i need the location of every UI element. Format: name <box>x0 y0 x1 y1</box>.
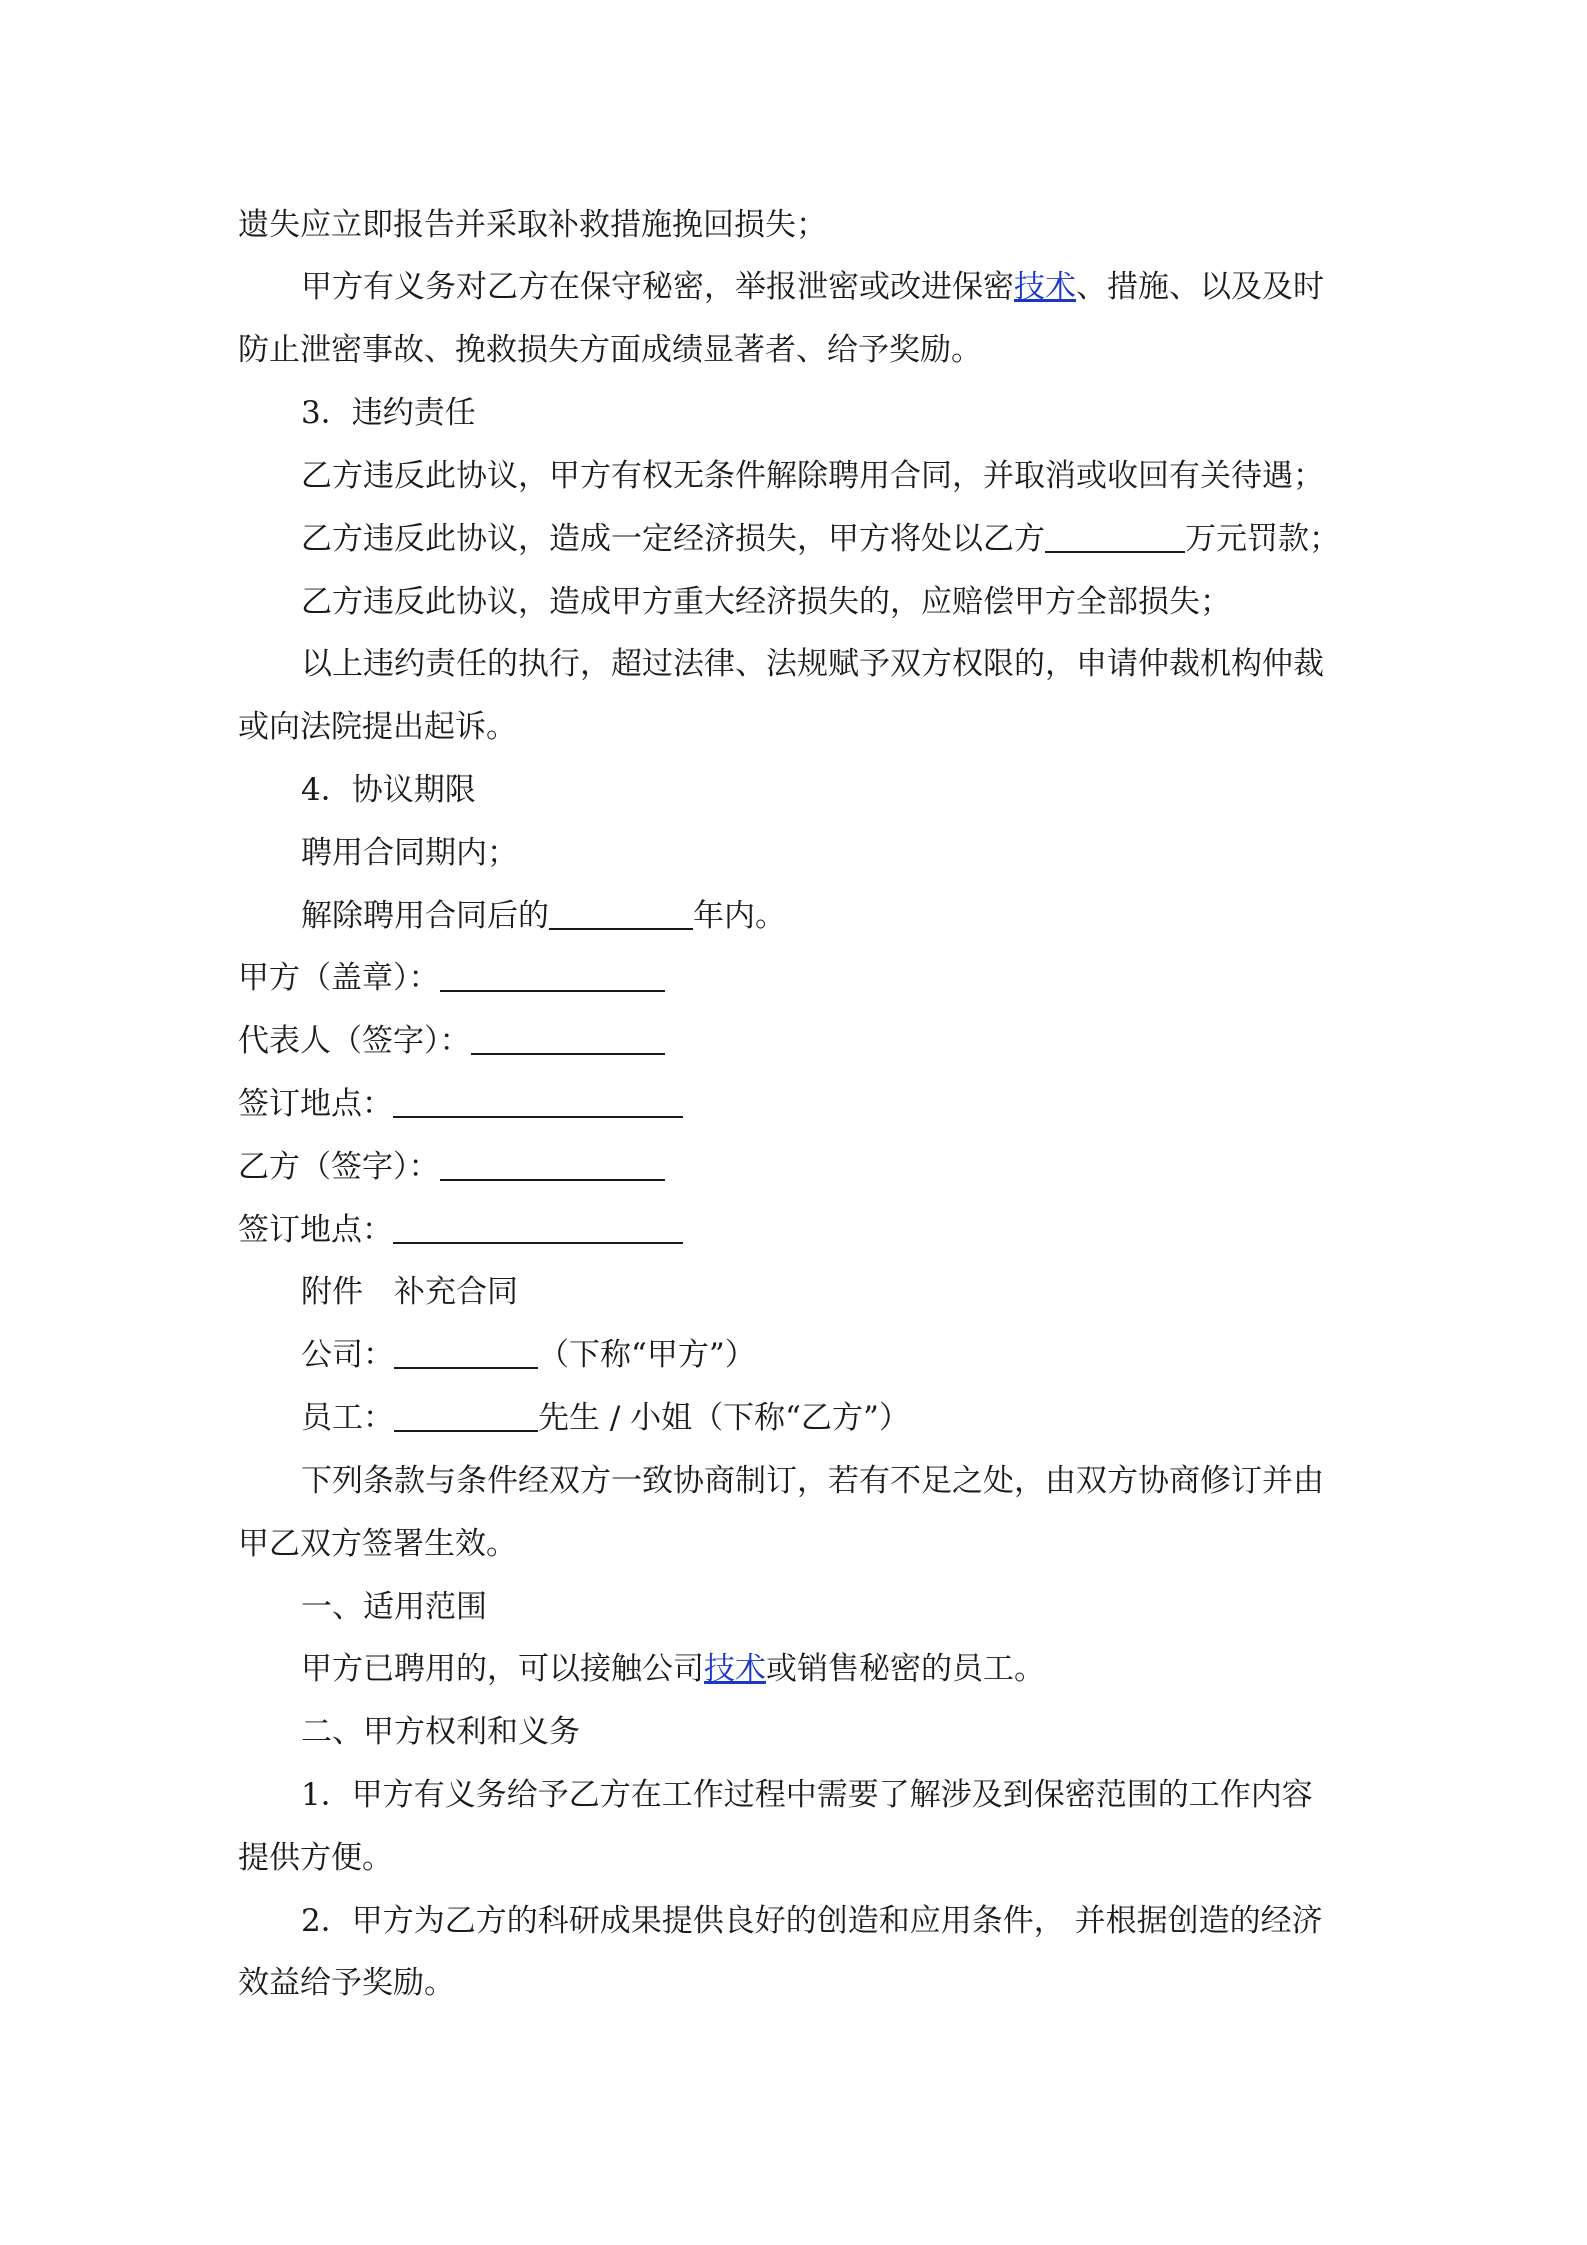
signature-line <box>238 1210 683 1250</box>
signature-blank[interactable] <box>393 1214 683 1244</box>
fill-in-blank[interactable] <box>1045 523 1185 553</box>
fill-in-blank[interactable] <box>394 1402 538 1432</box>
fill-in-blank[interactable] <box>549 900 693 930</box>
paragraph-line: 以上违约责任的执行，超过法律、法规赋予双方权限的，申请仲裁机构仲裁 <box>301 646 1324 682</box>
paragraph-line <box>301 896 786 936</box>
section-heading: 3．违约责任 <box>301 395 476 431</box>
paragraph-line: 1．甲方有义务给予乙方在工作过程中需要了解涉及到保密范围的工作内容 <box>301 1777 1313 1813</box>
paragraph-line: 乙方违反此协议，造成甲方重大经济损失的，应赔偿甲方全部损失； <box>301 584 1231 620</box>
paragraph-line: 甲乙双方签署生效。 <box>238 1526 517 1562</box>
signature-blank[interactable] <box>440 962 665 992</box>
paragraph-line: 或向法院提出起诉。 <box>238 709 517 745</box>
paragraph-line <box>301 519 1340 559</box>
paragraph-line: 下列条款与条件经双方一致协商制订，若有不足之处，由双方协商修订并由 <box>301 1463 1324 1499</box>
technology-link[interactable]: 技术 <box>704 1651 766 1687</box>
paragraph-line <box>301 1649 1045 1689</box>
signature-blank[interactable] <box>440 1151 665 1181</box>
party-line <box>301 1398 910 1438</box>
signature-label: 甲方（盖章）： <box>238 960 440 996</box>
text-segment: 万元罚款； <box>1185 521 1340 557</box>
signature-label: 代表人（签字）： <box>238 1023 471 1059</box>
paragraph-line: 防止泄密事故、挽救损失方面成绩显著者、给予奖励。 <box>238 332 982 368</box>
fill-in-blank[interactable] <box>394 1339 538 1369</box>
signature-label: 签订地点： <box>238 1212 393 1248</box>
signature-line <box>238 1084 683 1124</box>
attachment-heading: 附件 补充合同 <box>301 1274 518 1310</box>
paragraph-line: 乙方违反此协议，甲方有权无条件解除聘用合同，并取消或收回有关待遇； <box>301 458 1324 494</box>
paragraph-line: 效益给予奖励。 <box>238 1965 455 2001</box>
text-segment: 或销售秘密的员工。 <box>766 1651 1045 1687</box>
section-heading: 4．协议期限 <box>301 772 476 808</box>
section-heading: 一、适用范围 <box>301 1589 487 1625</box>
paragraph-line <box>301 267 1324 307</box>
text-segment: 乙方违反此协议，造成一定经济损失，甲方将处以乙方 <box>301 521 1045 557</box>
signature-blank[interactable] <box>393 1088 683 1118</box>
text-segment: 、措施、以及及时 <box>1076 269 1324 305</box>
signature-line <box>238 958 665 998</box>
technology-link[interactable]: 技术 <box>1014 269 1076 305</box>
text-segment: 员工： <box>301 1400 394 1436</box>
text-segment: （下称“甲方”） <box>538 1337 756 1373</box>
text-segment: 解除聘用合同后的 <box>301 898 549 934</box>
text-segment: 甲方有义务对乙方在保守秘密，举报泄密或改进保密 <box>301 269 1014 305</box>
signature-label: 乙方（签字）： <box>238 1149 440 1185</box>
text-segment: 公司： <box>301 1337 394 1373</box>
text-segment: 甲方已聘用的，可以接触公司 <box>301 1651 704 1687</box>
text-segment: 先生 / 小姐（下称“乙方”） <box>538 1400 910 1436</box>
signature-label: 签订地点： <box>238 1086 393 1122</box>
text-segment: 年内。 <box>693 898 786 934</box>
section-heading: 二、甲方权利和义务 <box>301 1714 580 1750</box>
signature-line <box>238 1147 665 1187</box>
paragraph-line: 遗失应立即报告并采取补救措施挽回损失； <box>238 207 827 243</box>
paragraph-line: 聘用合同期内； <box>301 835 518 871</box>
signature-line <box>238 1021 665 1061</box>
paragraph-line: 2．甲方为乙方的科研成果提供良好的创造和应用条件， 并根据创造的经济 <box>301 1903 1323 1939</box>
signature-blank[interactable] <box>471 1025 665 1055</box>
party-line <box>301 1335 756 1375</box>
paragraph-line: 提供方便。 <box>238 1840 393 1876</box>
